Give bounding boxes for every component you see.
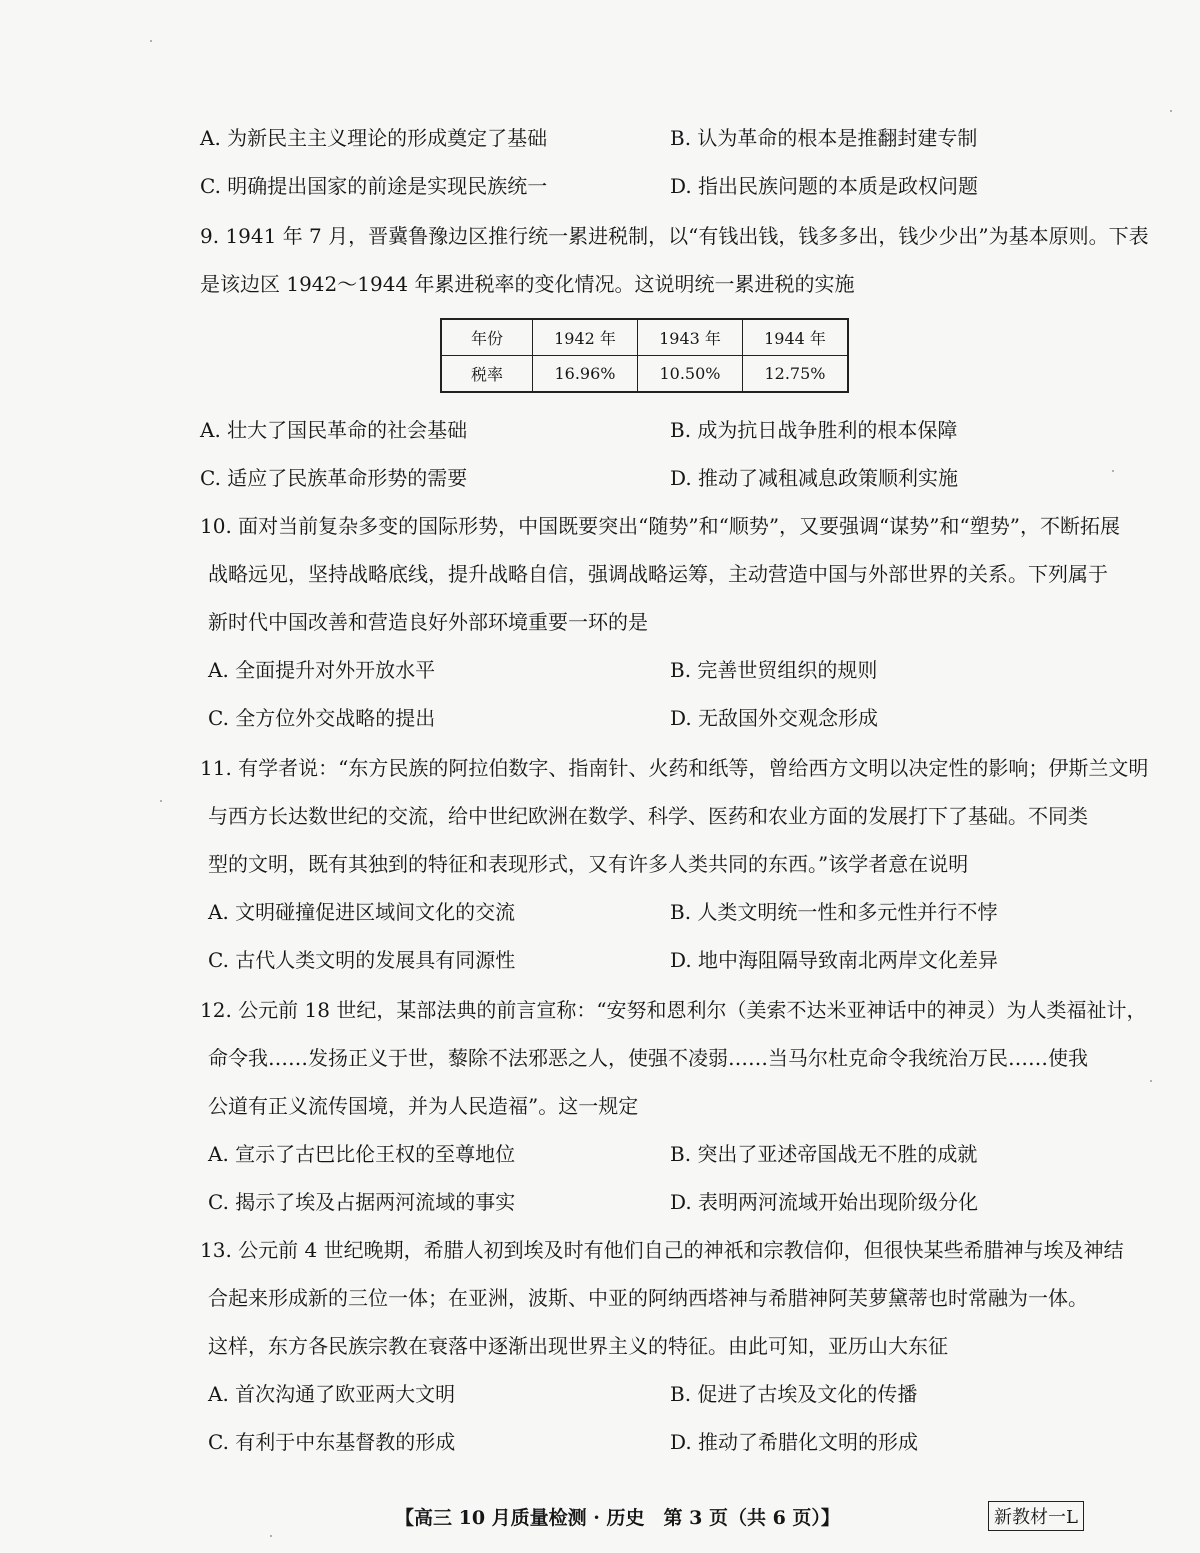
q8-option-d: D. 指出民族问题的本质是政权问题 <box>670 174 979 198</box>
table-cell: 10.50% <box>638 356 743 393</box>
q11-stem-line3: 型的文明，既有其独到的特征和表现形式，又有许多人类共同的东西。”该学者意在说明 <box>208 852 969 876</box>
q12-option-b: B. 突出了亚述帝国战无不胜的成就 <box>670 1142 978 1166</box>
table-cell: 税率 <box>441 356 533 393</box>
q9-stem-line2: 是该边区 1942～1944 年累进税率的变化情况。这说明统一累进税的实施 <box>200 272 855 296</box>
q10-option-d: D. 无敌国外交观念形成 <box>670 706 879 730</box>
q10-option-b: B. 完善世贸组织的规则 <box>670 658 878 682</box>
q13-stem-line1: 13. 公元前 4 世纪晚期，希腊人初到埃及时有他们自己的神祇和宗教信仰，但很快某些希腊神与埃及神结 <box>200 1238 1124 1262</box>
q11-option-c: C. 古代人类文明的发展具有同源性 <box>208 948 516 972</box>
q12-stem-line2: 命令我……发扬正义于世，藜除不法邪恶之人，使强不凌弱……当马尔杜克命令我统治万民……使我 <box>208 1046 1088 1070</box>
scan-speck <box>270 1535 272 1537</box>
q10-option-c: C. 全方位外交战略的提出 <box>208 706 436 730</box>
q9-option-b: B. 成为抗日战争胜利的根本保障 <box>670 418 958 442</box>
edition-badge: 新教材一L <box>988 1501 1084 1531</box>
table-cell: 年份 <box>441 319 533 356</box>
q12-stem-line3: 公道有正义流传国境，并为人民造福”。这一规定 <box>208 1094 639 1118</box>
q10-stem-line1: 10. 面对当前复杂多变的国际形势，中国既要突出“随势”和“顺势”，又要强调“谋势”和“塑势”，不断拓展 <box>200 514 1120 538</box>
q10-stem-line3: 新时代中国改善和营造良好外部环境重要一环的是 <box>208 610 648 634</box>
q9-stem-line1: 9. 1941 年 7 月，晋冀鲁豫边区推行统一累进税制，以“有钱出钱，钱多多出，钱少少出”为基本原则。下表 <box>200 224 1149 248</box>
q12-option-a: A. 宣示了古巴比伦王权的至尊地位 <box>208 1142 516 1166</box>
q12-stem-line1: 12. 公元前 18 世纪，某部法典的前言宣称：“安努和恩利尔（美索不达米亚神话中的神灵）为人类福祉计， <box>200 998 1147 1022</box>
scan-speck <box>1112 470 1114 472</box>
q9-option-c: C. 适应了民族革命形势的需要 <box>200 466 468 490</box>
q13-option-d: D. 推动了希腊化文明的形成 <box>670 1430 919 1454</box>
q13-stem-line2: 合起来形成新的三位一体；在亚洲，波斯、中亚的阿纳西塔神与希腊神阿芙萝黛蒂也时常融为一体。 <box>208 1286 1088 1310</box>
scan-speck <box>1170 110 1172 112</box>
tax-rate-table <box>440 318 849 393</box>
table-cell: 16.96% <box>533 356 638 393</box>
scan-speck <box>150 40 152 42</box>
q12-option-d: D. 表明两河流域开始出现阶级分化 <box>670 1190 979 1214</box>
page-footer: 【高三 10 月质量检测 · 历史 第 3 页（共 6 页）】 <box>395 1507 840 1529</box>
table-cell: 1942 年 <box>533 319 638 356</box>
table-cell: 1943 年 <box>638 319 743 356</box>
q11-option-d: D. 地中海阻隔导致南北两岸文化差异 <box>670 948 999 972</box>
q13-option-c: C. 有利于中东基督教的形成 <box>208 1430 456 1454</box>
q12-option-c: C. 揭示了埃及占据两河流域的事实 <box>208 1190 516 1214</box>
q8-option-b: B. 认为革命的根本是推翻封建专制 <box>670 126 978 150</box>
q10-stem-line2: 战略远见，坚持战略底线，提升战略自信，强调战略运筹，主动营造中国与外部世界的关系。下列属于 <box>208 562 1108 586</box>
q10-option-a: A. 全面提升对外开放水平 <box>208 658 436 682</box>
q11-stem-line2: 与西方长达数世纪的交流，给中世纪欧洲在数学、科学、医药和农业方面的发展打下了基础。不同类 <box>208 804 1088 828</box>
q13-option-b: B. 促进了古埃及文化的传播 <box>670 1382 918 1406</box>
scan-speck <box>1150 1080 1152 1082</box>
q8-option-a: A. 为新民主主义理论的形成奠定了基础 <box>200 126 548 150</box>
scan-speck <box>160 800 162 802</box>
table-cell: 1944 年 <box>743 319 849 356</box>
table-header-row <box>441 319 848 356</box>
q11-stem-line1: 11. 有学者说：“东方民族的阿拉伯数字、指南针、火药和纸等，曾给西方文明以决定性的影响；伊斯兰文明 <box>200 756 1149 780</box>
q8-option-c: C. 明确提出国家的前途是实现民族统一 <box>200 174 548 198</box>
table-row <box>441 356 848 393</box>
q11-option-b: B. 人类文明统一性和多元性并行不悖 <box>670 900 998 924</box>
q9-option-d: D. 推动了减租减息政策顺利实施 <box>670 466 959 490</box>
q11-option-a: A. 文明碰撞促进区域间文化的交流 <box>208 900 516 924</box>
q13-stem-line3: 这样，东方各民族宗教在衰落中逐渐出现世界主义的特征。由此可知，亚历山大东征 <box>208 1334 948 1358</box>
q9-option-a: A. 壮大了国民革命的社会基础 <box>200 418 468 442</box>
q13-option-a: A. 首次沟通了欧亚两大文明 <box>208 1382 456 1406</box>
table-cell: 12.75% <box>743 356 849 393</box>
